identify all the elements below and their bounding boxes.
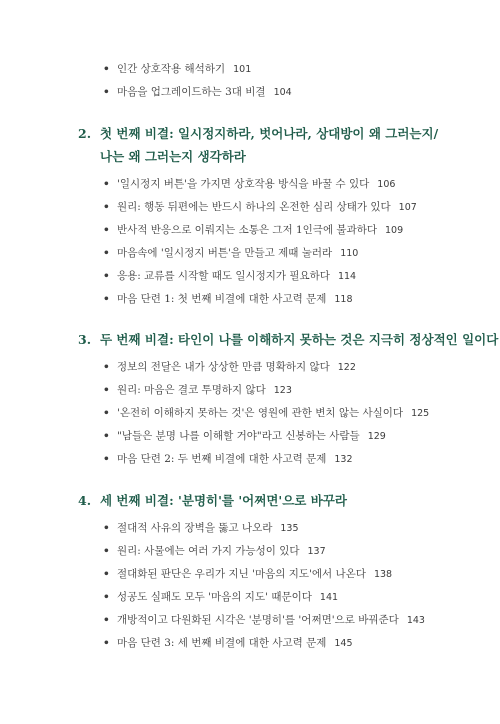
toc-entry-page: 132 bbox=[334, 454, 353, 465]
bullet: • bbox=[103, 293, 110, 305]
toc-entry-title: 마음을 업그레이드하는 3대 비결 bbox=[117, 86, 266, 98]
toc-entry[interactable] bbox=[103, 223, 403, 238]
bullet: • bbox=[103, 224, 110, 236]
toc-entry-title: '일시정지 버튼'을 가지면 상호작용 방식을 바꿀 수 있다 bbox=[117, 178, 370, 190]
toc-entry[interactable] bbox=[103, 406, 429, 421]
toc-entry[interactable] bbox=[103, 177, 395, 192]
chapter-title: 두 번째 비결: 타인이 나를 이해하지 못하는 것은 지극히 정상적인 일이다 bbox=[100, 332, 499, 347]
toc-entry-page: 129 bbox=[367, 431, 386, 442]
toc-entry-page: 118 bbox=[334, 294, 353, 305]
toc-entry-page: 122 bbox=[337, 362, 356, 373]
toc-entry[interactable] bbox=[103, 292, 353, 307]
toc-entry[interactable] bbox=[103, 636, 353, 651]
bullet: • bbox=[103, 63, 110, 75]
toc-entry-title: "남들은 분명 나를 이해할 거야"라고 신봉하는 사람들 bbox=[117, 430, 360, 442]
toc-entry-page: 114 bbox=[337, 271, 357, 282]
toc-entry[interactable] bbox=[103, 269, 356, 284]
chapter-title: 첫 번째 비결: 일시정지하라, 벗어나라, 상대방이 왜 그러는지/ bbox=[100, 126, 439, 141]
toc-entry-page: 138 bbox=[373, 569, 393, 580]
bullet: • bbox=[103, 591, 110, 603]
bullet: • bbox=[103, 637, 110, 649]
bullet: • bbox=[103, 453, 110, 465]
toc-entry[interactable] bbox=[103, 613, 425, 628]
toc-entry-title: 정보의 전달은 내가 상상한 만큼 명확하지 않다 bbox=[117, 361, 330, 373]
toc-entry[interactable] bbox=[103, 544, 326, 559]
toc-entry-page: 145 bbox=[334, 638, 353, 649]
toc-entry[interactable] bbox=[103, 521, 299, 536]
bullet: • bbox=[103, 270, 110, 282]
bullet: • bbox=[103, 384, 110, 396]
chapter-heading[interactable] bbox=[78, 125, 438, 143]
toc-entry[interactable] bbox=[103, 383, 292, 398]
toc-entry-page: 135 bbox=[280, 523, 299, 534]
toc-entry-page: 141 bbox=[319, 592, 339, 603]
toc-entry-page: 101 bbox=[233, 64, 252, 75]
bullet: • bbox=[103, 361, 110, 373]
bullet: • bbox=[103, 247, 110, 259]
toc-entry[interactable] bbox=[103, 590, 338, 605]
toc-entry-title: 마음 단련 2: 두 번째 비결에 대한 사고력 문제 bbox=[117, 453, 327, 465]
toc-entry[interactable] bbox=[103, 567, 392, 582]
chapter-number: 2. bbox=[78, 126, 92, 141]
chapter-heading[interactable] bbox=[78, 331, 498, 349]
toc-entry-page: 104 bbox=[273, 87, 292, 98]
toc-entry[interactable] bbox=[103, 429, 386, 444]
chapter-title: 세 번째 비결: '분명히'를 '어쩌면'으로 바꾸라 bbox=[100, 493, 347, 508]
toc-entry-page: 143 bbox=[406, 615, 425, 626]
toc-entry-page: 106 bbox=[377, 179, 396, 190]
toc-entry-page: 123 bbox=[273, 385, 292, 396]
toc-entry[interactable] bbox=[103, 62, 251, 77]
toc-entry-title: 성공도 실패도 모두 '마음의 지도' 때문이다 bbox=[117, 591, 312, 603]
chapter-heading[interactable] bbox=[78, 492, 347, 510]
toc-entry-title: 마음속에 '일시정지 버튼'을 만들고 제때 눌러라 bbox=[117, 247, 333, 259]
toc-entry-title: 인간 상호작용 해석하기 bbox=[117, 63, 226, 75]
toc-entry[interactable] bbox=[103, 246, 358, 261]
toc-entry-page: 125 bbox=[411, 408, 430, 419]
toc-entry-title: 응용: 교류를 시작할 때도 일시정지가 필요하다 bbox=[117, 270, 330, 282]
toc-entry-title: 마음 단련 3: 세 번째 비결에 대한 사고력 문제 bbox=[117, 637, 327, 649]
toc-entry-page: 137 bbox=[307, 546, 326, 557]
toc-entry[interactable] bbox=[103, 200, 417, 215]
bullet: • bbox=[103, 430, 110, 442]
toc-entry-title: 마음 단련 1: 첫 번째 비결에 대한 사고력 문제 bbox=[117, 293, 327, 305]
toc-entry-title: 절대적 사유의 장벽을 뚫고 나오라 bbox=[117, 522, 273, 534]
chapter-number: 3. bbox=[78, 332, 92, 347]
toc-entry[interactable] bbox=[103, 452, 353, 467]
bullet: • bbox=[103, 522, 110, 534]
toc-entry-title: 절대화된 판단은 우리가 지닌 '마음의 지도'에서 나온다 bbox=[117, 568, 366, 580]
bullet: • bbox=[103, 407, 110, 419]
toc-entry-title: 반사적 반응으로 이뤄지는 소통은 그저 1인극에 불과하다 bbox=[117, 224, 377, 236]
toc-entry-page: 110 bbox=[340, 248, 359, 259]
toc-entry[interactable] bbox=[103, 85, 292, 100]
chapter-number: 4. bbox=[78, 493, 92, 508]
toc-entry-title: 원리: 마음은 결코 투명하지 않다 bbox=[117, 384, 266, 396]
bullet: • bbox=[103, 614, 110, 626]
bullet: • bbox=[103, 545, 110, 557]
chapter-title: 나는 왜 그러는지 생각하라 bbox=[100, 149, 246, 164]
toc-entry-title: 원리: 행동 뒤편에는 반드시 하나의 온전한 심리 상태가 있다 bbox=[117, 201, 391, 213]
bullet: • bbox=[103, 86, 110, 98]
bullet: • bbox=[103, 178, 110, 190]
toc-entry-page: 107 bbox=[398, 202, 417, 213]
toc-entry[interactable] bbox=[103, 360, 356, 375]
toc-entry-title: 원리: 사물에는 여러 가지 가능성이 있다 bbox=[117, 545, 300, 557]
toc-entry-page: 109 bbox=[385, 225, 404, 236]
bullet: • bbox=[103, 201, 110, 213]
toc-entry-title: 개방적이고 다원화된 시각은 '분명히'를 '어쩌면'으로 바꿔준다 bbox=[117, 614, 399, 626]
bullet: • bbox=[103, 568, 110, 580]
chapter-heading-continued[interactable] bbox=[78, 148, 246, 166]
toc-entry-title: '온전히 이해하지 못하는 것'은 영원에 관한 변치 않는 사실이다 bbox=[117, 407, 404, 419]
